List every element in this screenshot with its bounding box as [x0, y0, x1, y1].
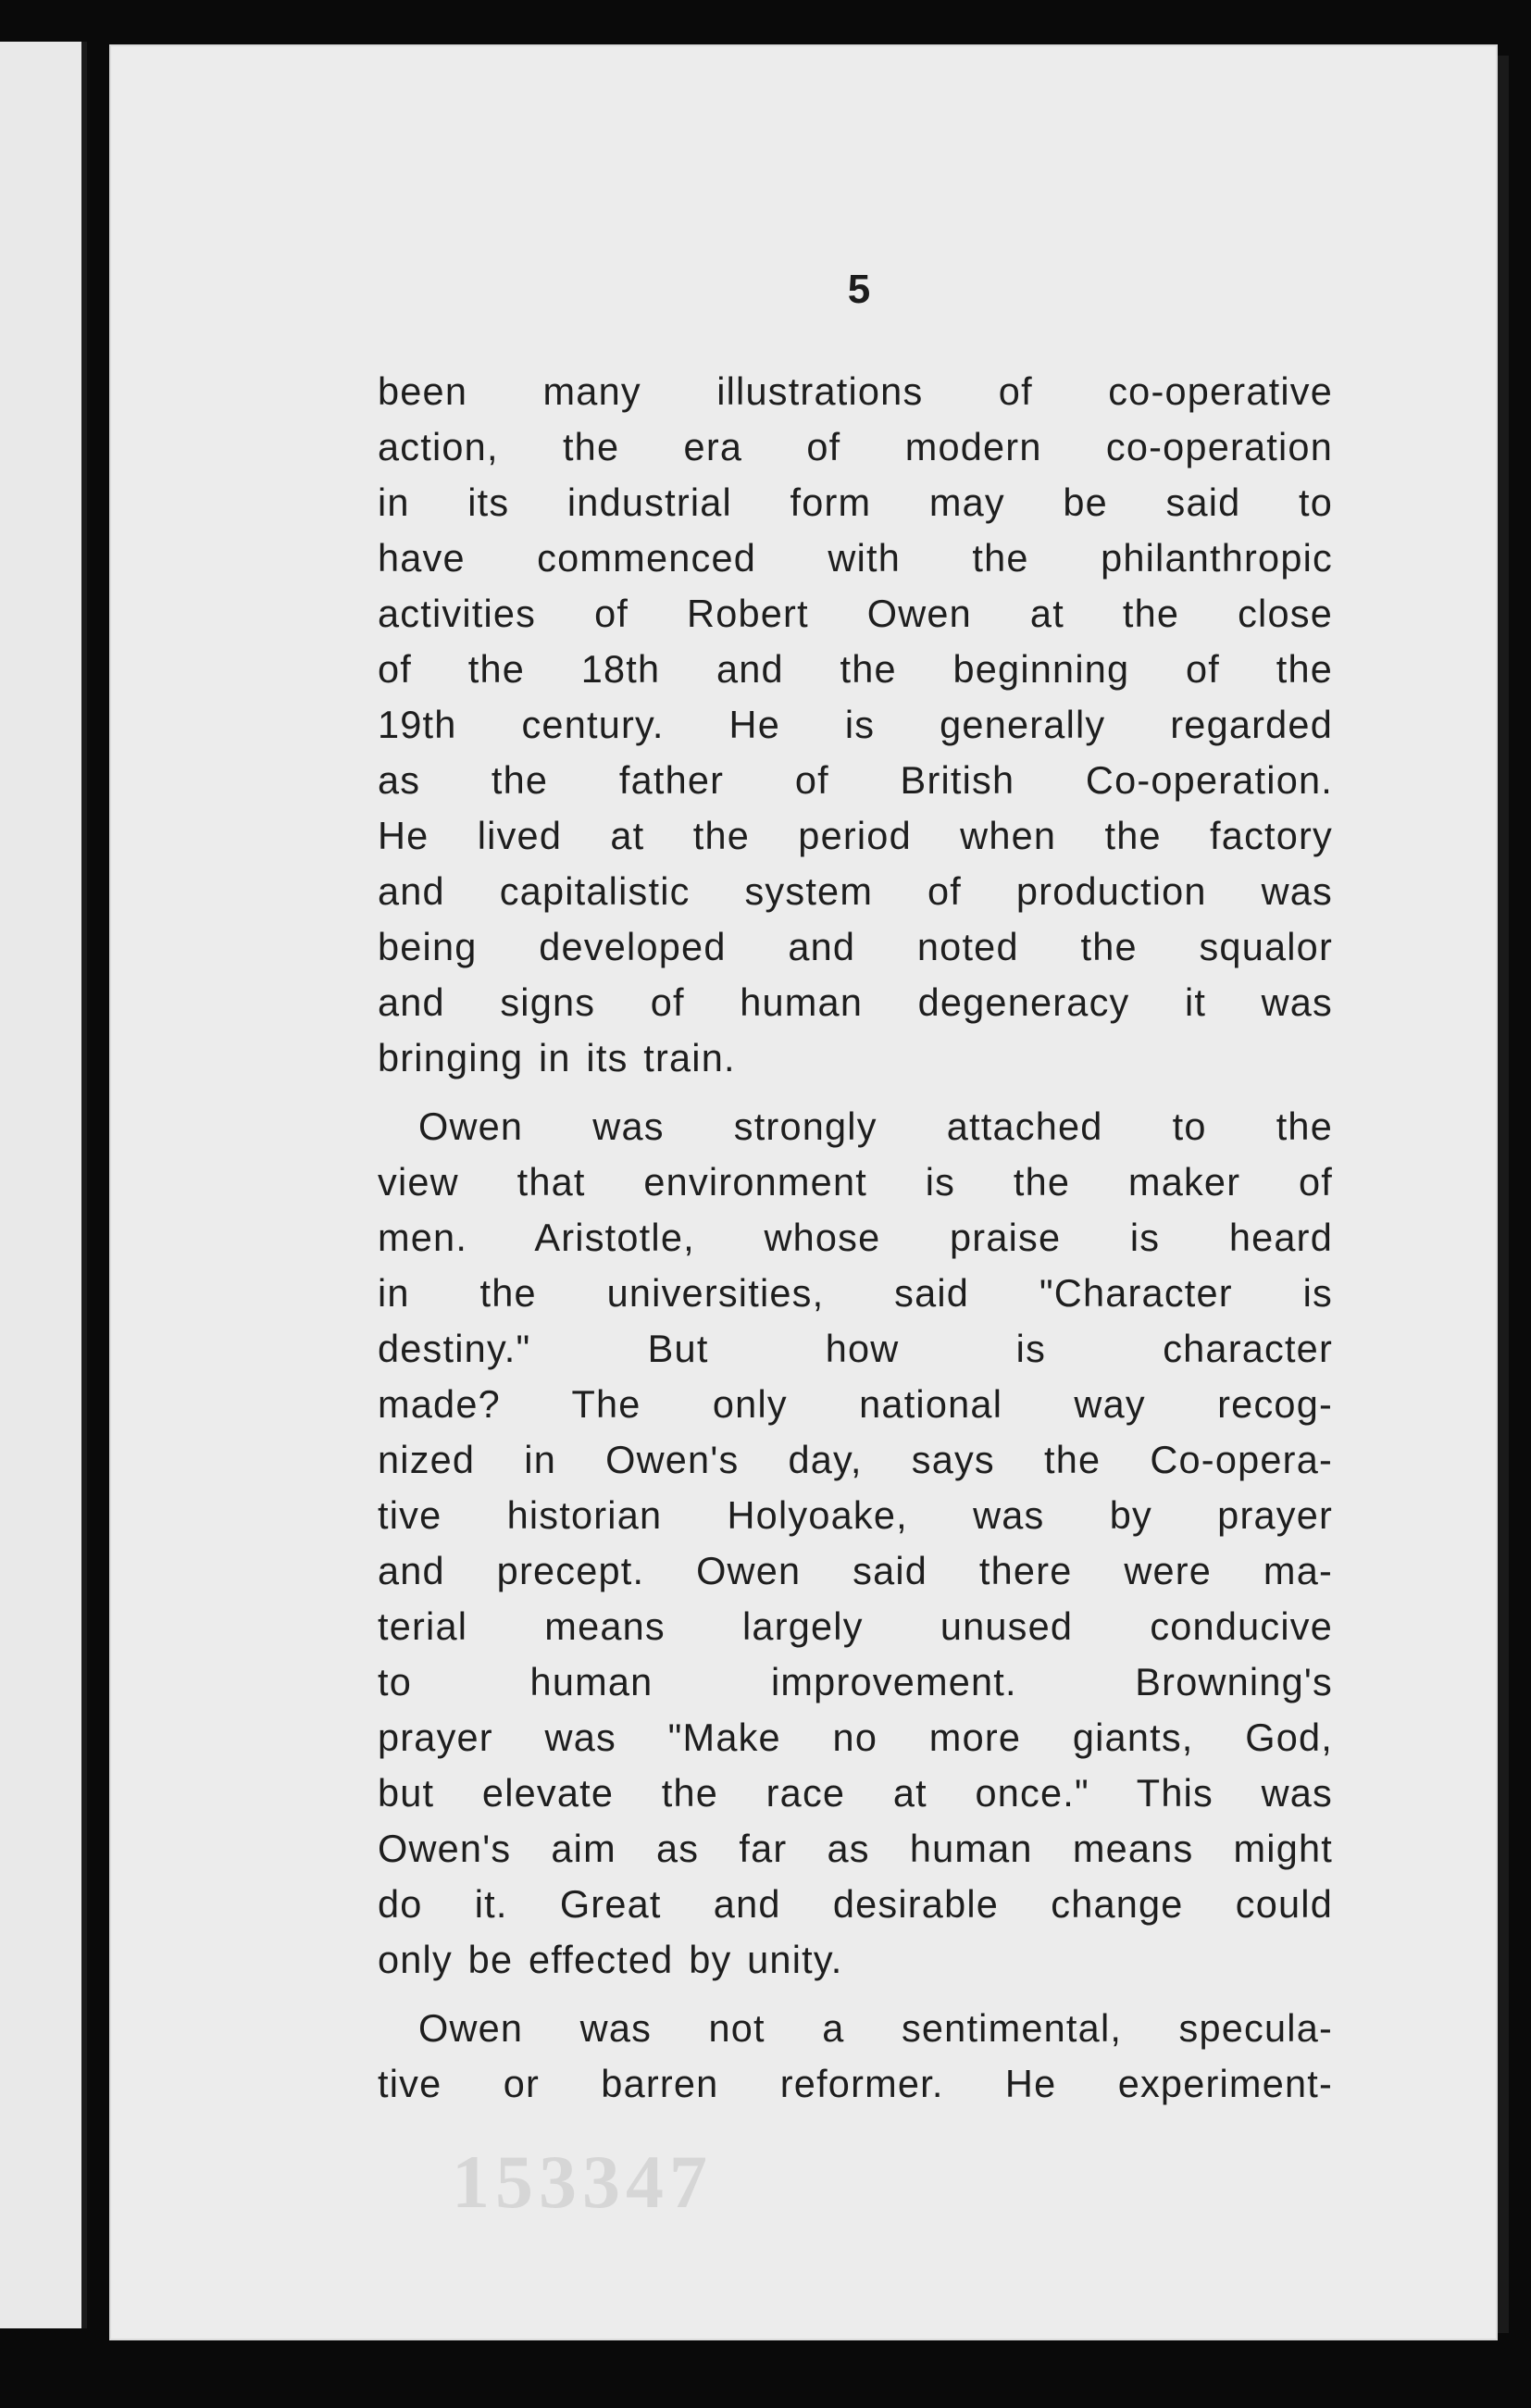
text-line: nized in Owen's day, says the Co-opera-: [378, 1438, 1333, 1481]
page-right-edge: [1498, 56, 1509, 2333]
paragraph-3: [378, 2001, 1333, 2112]
text-line: do it. Great and desirable change could: [378, 1882, 1333, 1926]
text-line: Owen's aim as far as human means might: [378, 1827, 1333, 1870]
text-line: as the father of British Co-operation.: [378, 758, 1333, 802]
text-line: and precept. Owen said there were ma-: [378, 1549, 1333, 1592]
text-line: been many illustrations of co-operative: [378, 369, 1333, 413]
text-line: prayer was "Make no more giants, God,: [378, 1716, 1333, 1759]
text-line: terial means largely unused conducive: [378, 1604, 1333, 1648]
text-line: activities of Robert Owen at the close: [378, 592, 1333, 635]
text-line: Owen was strongly attached to the: [418, 1104, 1333, 1148]
text-line: but elevate the race at once." This was: [378, 1771, 1333, 1815]
text-line: of the 18th and the beginning of the: [378, 647, 1333, 691]
text-line: made? The only national way recog-: [378, 1382, 1333, 1426]
text-line: bringing in its train.: [378, 1036, 736, 1079]
text-line: and capitalistic system of production was: [378, 869, 1333, 913]
text-line: tive or barren reformer. He experiment-: [378, 2062, 1333, 2105]
text-line: men. Aristotle, whose praise is heard: [378, 1216, 1333, 1259]
text-line: to human improvement. Browning's: [378, 1660, 1333, 1703]
text-line: 19th century. He is generally regarded: [378, 703, 1333, 746]
text-line: being developed and noted the squalor: [378, 925, 1333, 968]
page-number: 5: [847, 267, 871, 312]
text-line: action, the era of modern co-operation: [378, 425, 1333, 468]
text-line: tive historian Holyoake, was by prayer: [378, 1493, 1333, 1537]
paragraph-1: [378, 364, 1333, 1086]
text-line: have commenced with the philanthropic: [378, 536, 1333, 580]
body-text: [378, 364, 1333, 2112]
text-line: and signs of human degeneracy it was: [378, 980, 1333, 1024]
text-line: in its industrial form may be said to: [378, 480, 1333, 524]
text-line: in the universities, said "Character is: [378, 1271, 1333, 1315]
paragraph-2: [378, 1099, 1333, 1988]
text-line: destiny." But how is character: [378, 1327, 1333, 1370]
text-line: only be effected by unity.: [378, 1938, 843, 1981]
text-line: Owen was not a sentimental, specula-: [418, 2006, 1333, 2050]
text-line: view that environment is the maker of: [378, 1160, 1333, 1204]
facing-page-edge: [0, 42, 87, 2328]
text-line: He lived at the period when the factory: [378, 814, 1333, 857]
book-page: [109, 44, 1498, 2340]
library-stamp: 153347: [452, 2140, 713, 2224]
